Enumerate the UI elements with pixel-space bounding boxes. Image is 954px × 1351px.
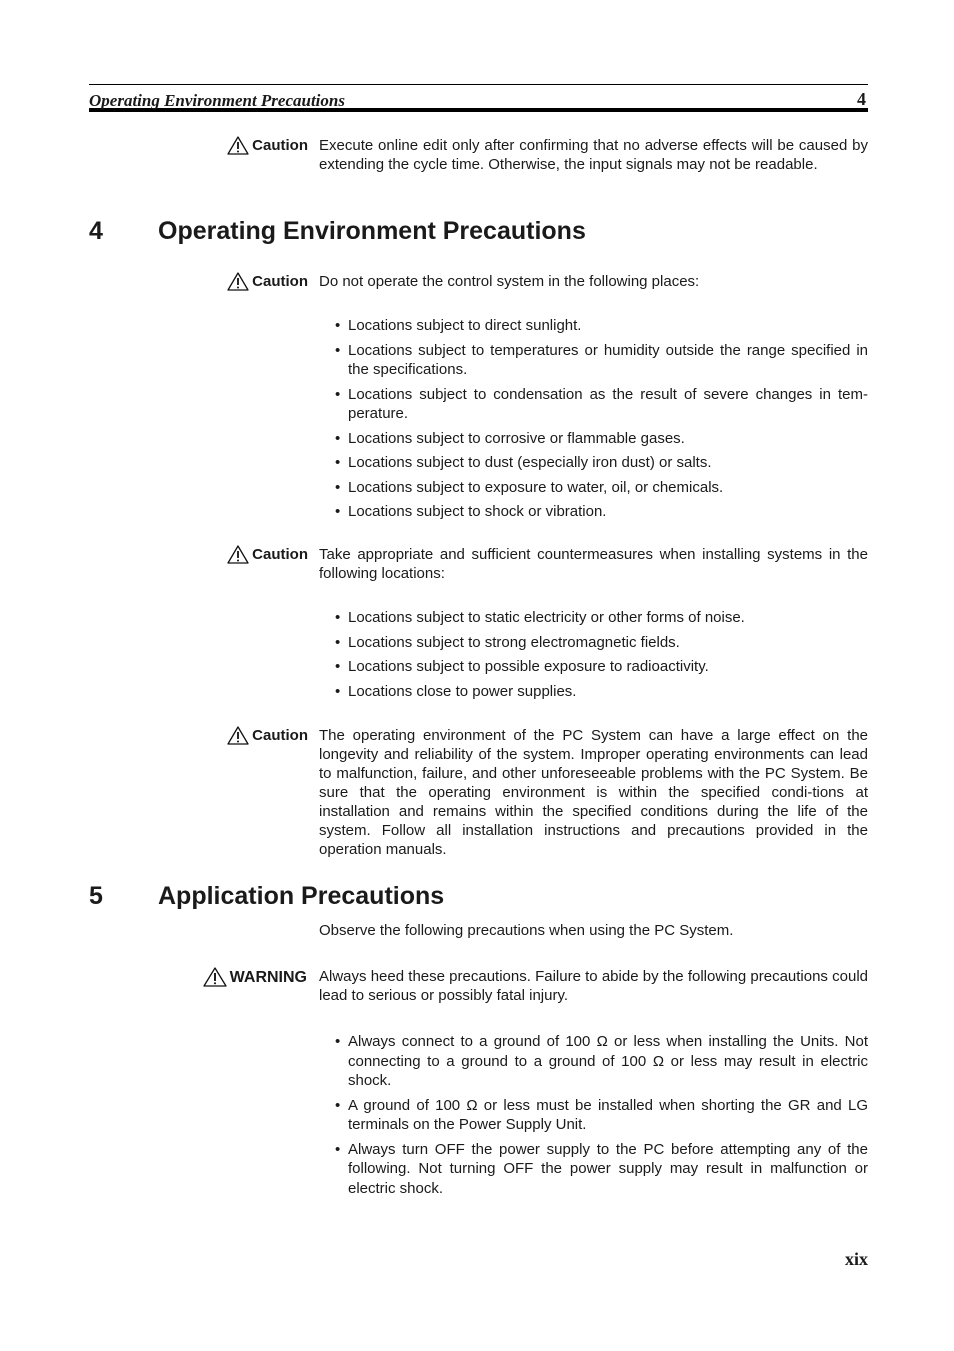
warning-triangle-icon [227, 272, 249, 291]
list-item: • Locations subject to corrosive or flammable gases. [335, 429, 685, 447]
section-number: 4 [89, 217, 103, 245]
caution-text: The operating environment of the PC System can have a large effect on the longevity and reliability of the system. Improper operating environments can lead to malfunction, failure, and other unforeseeable problems with the PC System. Be sure that the operating environment is within the specified condi-tions at installation and remains within the specified conditions during the life of the system. Follow all installation instructions and precautions provided in the operation manuals. [319, 727, 868, 858]
warning-label-text: WARNING [229, 968, 307, 986]
caution-label [227, 726, 308, 745]
list-item: • Locations subject to condensation as the result of severe changes in tem-perature. [335, 385, 868, 422]
running-header [89, 84, 868, 112]
list-item: • Locations subject to dust (especially iron dust) or salts. [335, 454, 712, 471]
bullet-glyph: • [335, 478, 341, 496]
bullet-glyph: • [335, 1140, 341, 1158]
bullet-glyph: • [335, 658, 341, 675]
bullet-list [334, 608, 868, 706]
bullet-glyph: • [335, 1033, 341, 1050]
warning-triangle-icon [227, 545, 249, 564]
warning-triangle-icon [227, 136, 249, 155]
caution-label-text: Caution [252, 137, 308, 154]
list-item: • Locations subject to static electricity or other forms of noise. [335, 609, 745, 626]
list-item: • Locations subject to possible exposure to radioactivity. [335, 658, 709, 675]
bullet-list [334, 1032, 868, 1203]
list-item: • Locations close to power supplies. [335, 682, 577, 700]
bullet-list [334, 316, 868, 527]
section-number: 5 [89, 882, 103, 910]
list-item: • Always connect to a ground of 100 Ω or less when installing the Units. Not connecting to a ground to a ground of 100 Ω or less may result in electric shock. [335, 1033, 868, 1089]
caution-text: Execute online edit only after confirming that no adverse effects will be caused by extending the cycle time. Otherwise, the input signals may not be readable. [319, 137, 868, 173]
caution-label [227, 136, 308, 155]
caution-label-text: Caution [252, 546, 308, 563]
warning-triangle-icon [203, 967, 227, 987]
warning-label [203, 967, 307, 987]
bullet-glyph: • [335, 385, 341, 403]
bullet-glyph: • [335, 429, 341, 447]
running-header-title: Operating Environment Precautions [89, 91, 345, 110]
caution-label [227, 545, 308, 564]
list-item: • Locations subject to exposure to water, oil, or chemicals. [335, 478, 724, 496]
caution-text: Do not operate the control system in the following places: [319, 273, 700, 290]
warning-triangle-icon [227, 726, 249, 745]
list-item: • Locations subject to shock or vibration. [335, 503, 607, 520]
bullet-glyph: • [335, 1096, 341, 1114]
caution-label-text: Caution [252, 727, 308, 744]
bullet-glyph: • [335, 633, 341, 651]
list-item: • Always turn OFF the power supply to the PC before attempting any of the following. Not turning OFF the power supply may result in malfunction or electric shock. [335, 1140, 868, 1197]
caution-label [227, 272, 308, 291]
section-title: Operating Environment Precautions [158, 217, 586, 245]
list-item: • Locations subject to strong electromagnetic fields. [335, 633, 680, 651]
page-number: xix [844, 1249, 868, 1269]
bullet-glyph: • [335, 609, 341, 626]
caution-text: Take appropriate and sufficient countermeasures when installing systems in the following locations: [319, 546, 868, 582]
list-item: • Locations subject to temperatures or humidity outside the range specified in the specifications. [335, 341, 868, 378]
bullet-glyph: • [335, 317, 341, 334]
bullet-glyph: • [335, 682, 341, 700]
caution-label-text: Caution [252, 273, 308, 290]
bullet-glyph: • [335, 503, 341, 520]
warning-text: Always heed these precautions. Failure to abide by the following precautions could lead to serious or possibly fatal injury. [319, 968, 868, 1004]
running-header-section-number: 4 [857, 89, 866, 109]
list-item: • Locations subject to direct sunlight. [335, 317, 582, 334]
bullet-glyph: • [335, 341, 341, 359]
bullet-glyph: • [335, 454, 341, 471]
list-item: • A ground of 100 Ω or less must be installed when shorting the GR and LG terminals on the Power Supply Unit. [335, 1096, 868, 1133]
section-intro: Observe the following precautions when using the PC System. [319, 922, 734, 939]
section-title: Application Precautions [158, 882, 445, 910]
